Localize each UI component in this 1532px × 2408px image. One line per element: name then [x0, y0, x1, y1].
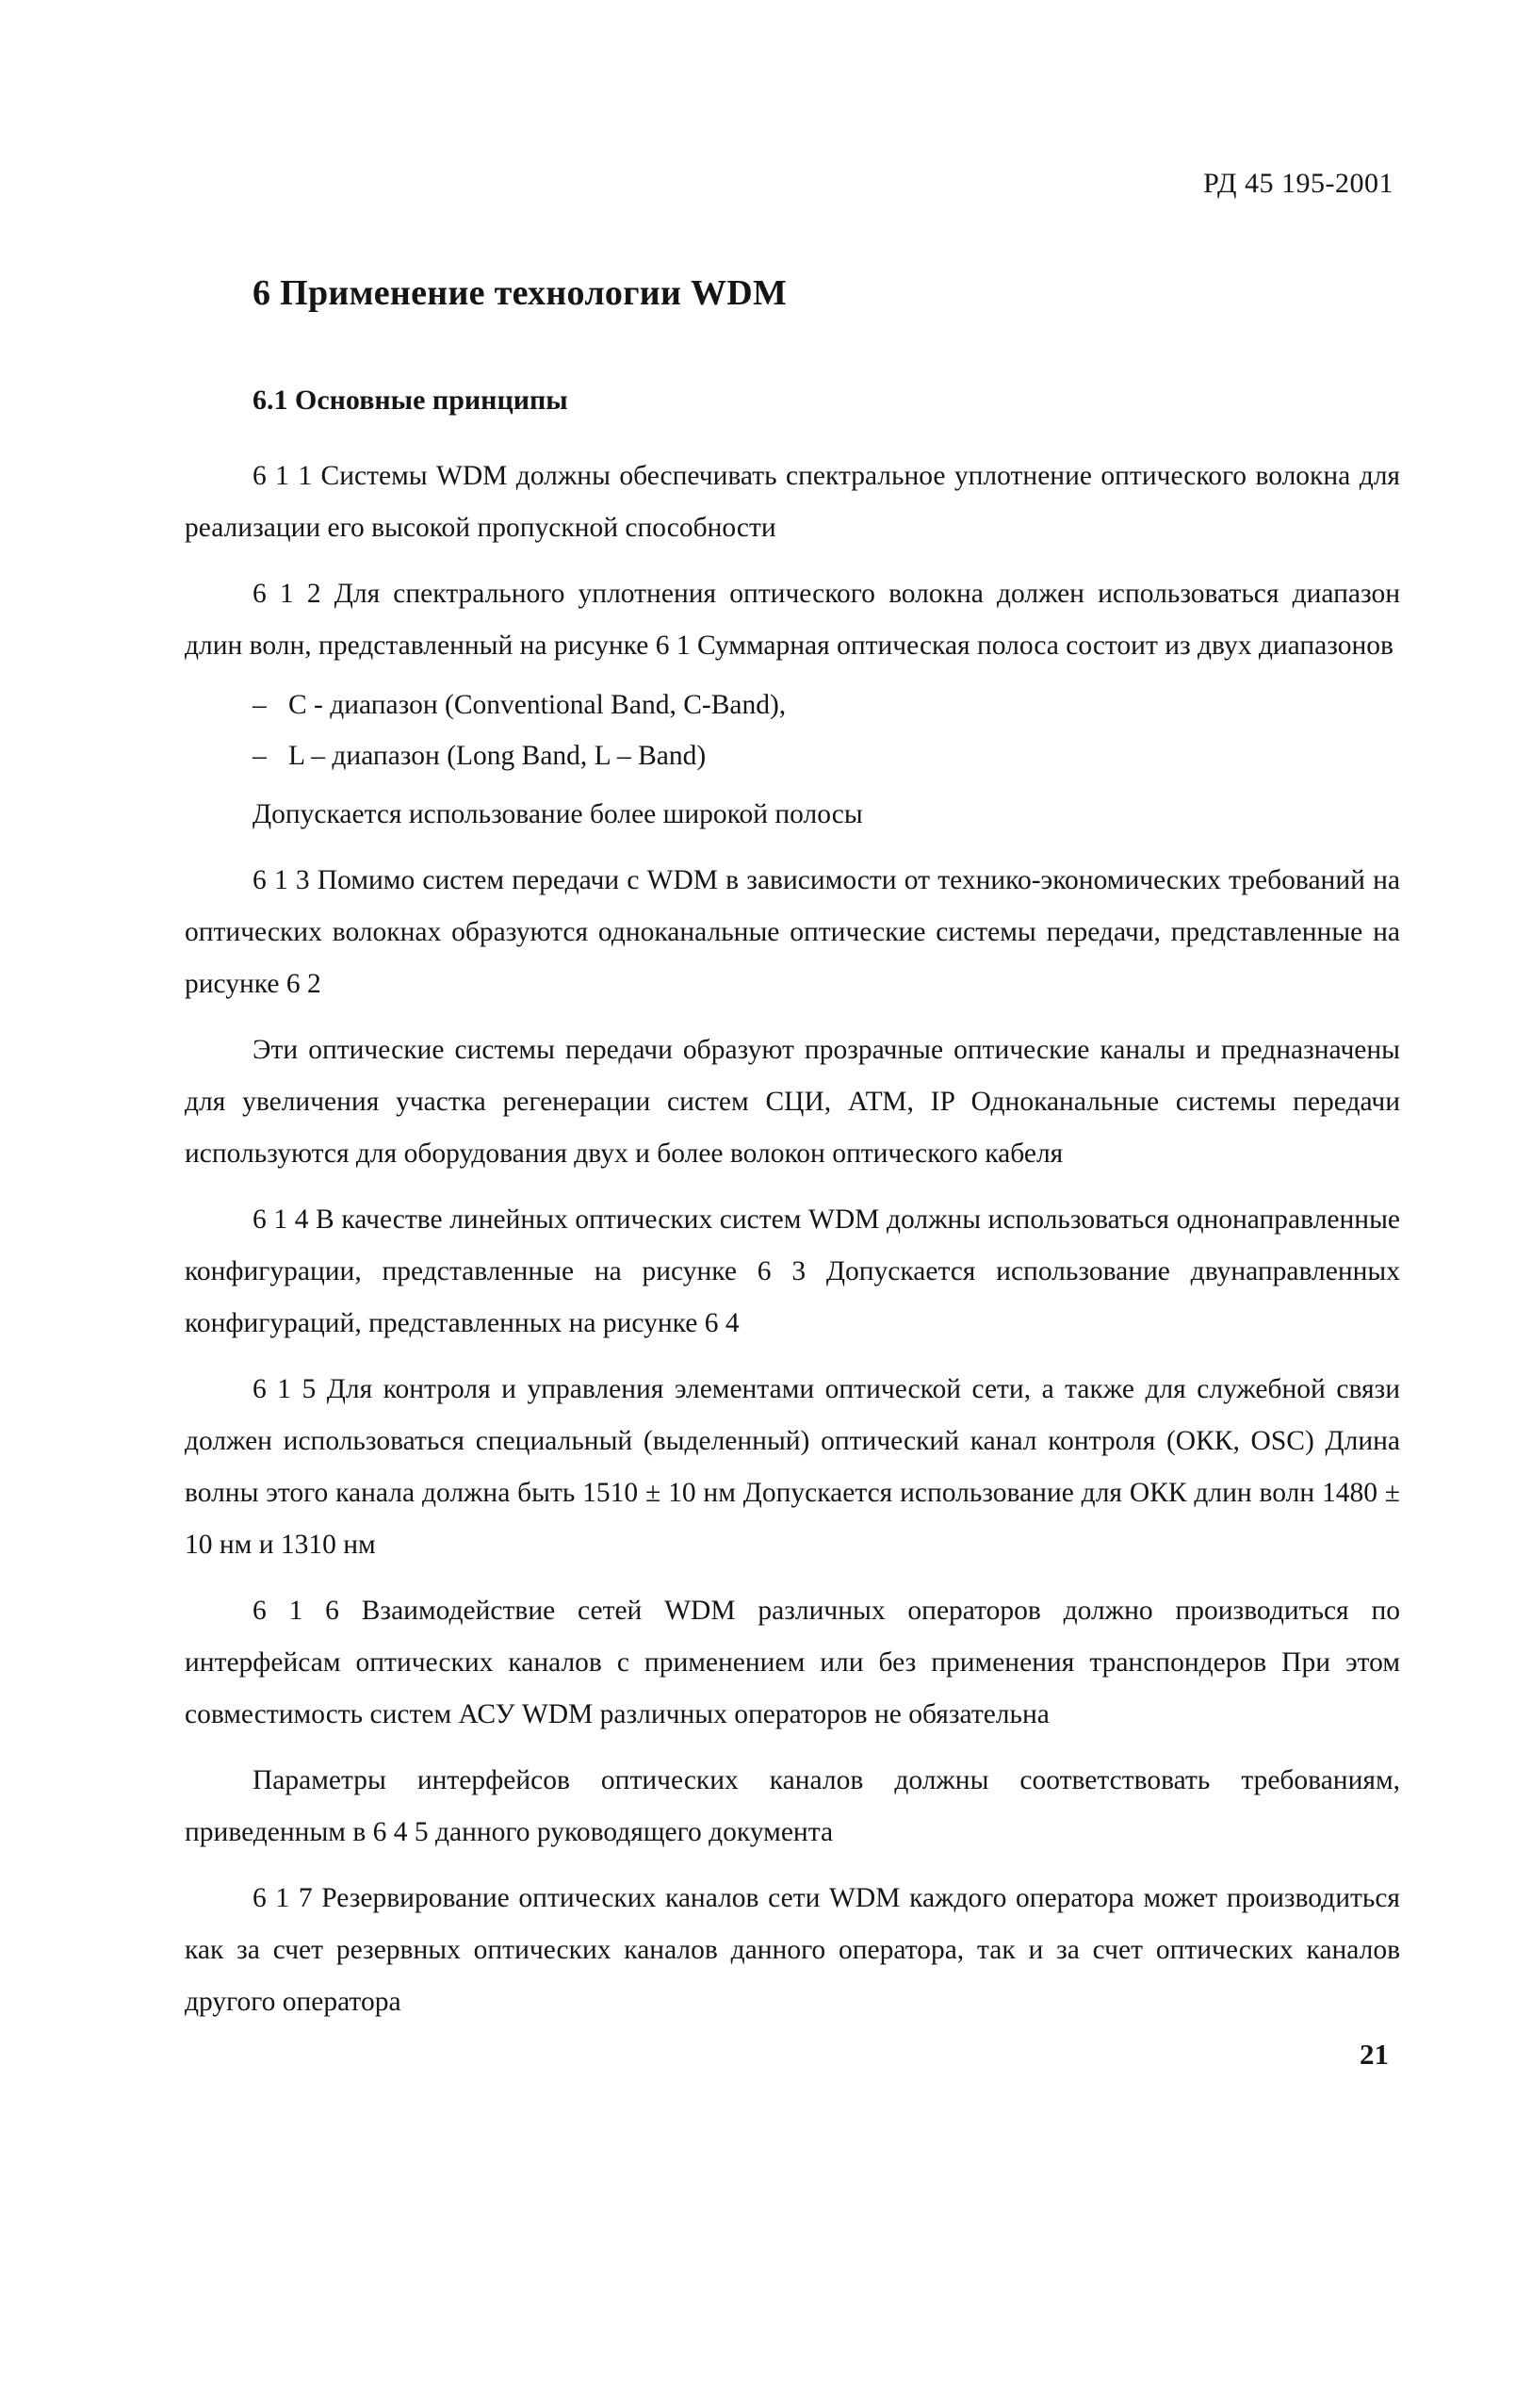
paragraph-6-1-4: 6 1 4 В качестве линейных оптических систем WDM должны использоваться однонаправленные конфигурации, представленные на рисунке 6 3 Допускается использование двунаправленных конфигураций, представленных на рисунке 6 4: [185, 1204, 1400, 1338]
list-item-text: С - диапазон (Conventional Band, C-Band),: [288, 690, 787, 720]
paragraph-6-1-1: 6 1 1 Системы WDM должны обеспечивать спектральное уплотнение оптического волокна для реализации его высокой пропускной способности: [185, 461, 1400, 543]
list-dash: –: [253, 690, 267, 720]
paragraph-6-1-2-note: Допускается использование более широкой полосы: [253, 799, 863, 829]
subsection-title: 6.1 Основные принципы: [253, 385, 568, 416]
paragraph-6-1-3-continued: Эти оптические системы передачи образуют прозрачные оптические каналы и предназначены для увеличения участка регенерации систем СЦИ, АТМ, IP Одноканальные системы передачи используются для оборудования двух и более волокон оптического кабеля: [185, 1035, 1400, 1169]
paragraph-6-1-6-continued: Параметры интерфейсов оптических каналов должны соответствовать требованиям, приведенным в 6 4 5 данного руководящего документа: [185, 1765, 1400, 1847]
paragraph-6-1-5: 6 1 5 Для контроля и управления элементами оптической сети, а также для служебной связи должен использоваться специальный (выделенный) оптический канал контроля (ОКК, OSC) Длина волны этого канала должна быть 1510 ± 10 нм Допускается использование для ОКК длин волн 1480 ± 10 нм и 1310 нм: [185, 1374, 1400, 1560]
paragraph-6-1-2: 6 1 2 Для спектрального уплотнения оптического волокна должен использоваться диапазон длин волн, представленный на рисунке 6 1 Суммарная оптическая полоса состоит из двух диапазонов: [185, 579, 1400, 661]
paragraph-6-1-6: 6 1 6 Взаимодействие сетей WDM различных операторов должно производиться по интерфейсам оптических каналов с применением или без применения транспондеров При этом совместимость систем АСУ WDM различных операторов не обязательна: [185, 1596, 1400, 1729]
page-number: 21: [1360, 2038, 1389, 2071]
list-item: [253, 736, 1400, 776]
paragraph-6-1-7: 6 1 7 Резервирование оптических каналов сети WDM каждого оператора может производиться как за счет резервных оптических каналов данного оператора, так и за счет оптических каналов другого оператора: [185, 1883, 1400, 2017]
page-content: [185, 264, 1400, 2028]
list-dash: –: [253, 741, 267, 771]
list-item-text: L – диапазон (Long Band, L – Band): [288, 741, 707, 771]
paragraph-6-1-3: 6 1 3 Помимо систем передачи с WDM в зависимости от технико-экономических требований на оптических волокнах образуются одноканальные оптические системы передачи, представленные на рисунке 6 2: [185, 865, 1400, 999]
list-item: [253, 685, 1400, 725]
document-code: РД 45 195-2001: [1203, 168, 1393, 199]
section-title: 6 Применение технологии WDM: [253, 273, 788, 313]
